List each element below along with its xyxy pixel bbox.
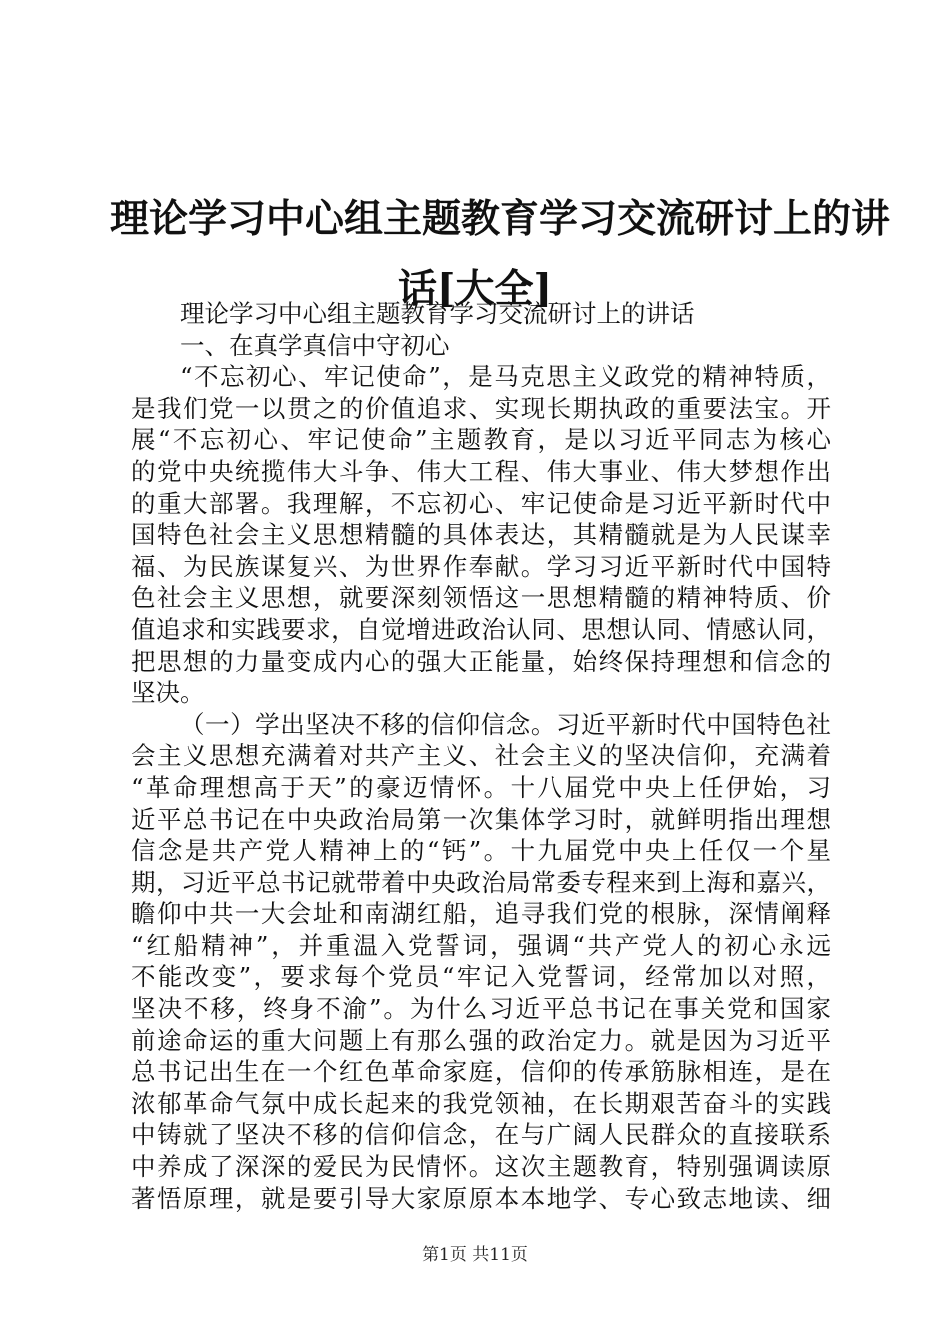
text-line: 会主义思想充满着对共产主义、社会主义的坚决信仰，充满着 bbox=[131, 741, 831, 771]
text-line: 的重大部署。我理解，不忘初心、牢记使命是习近平新时代中 bbox=[131, 488, 831, 518]
text-line: （一）学出坚决不移的信仰信念。习近平新时代中国特色社 bbox=[180, 709, 831, 739]
section-heading bbox=[131, 330, 831, 362]
title-line-1: 理论学习中心组主题教育学习交流研讨上的讲 bbox=[110, 196, 891, 243]
text-line: 一、在真学真信中守初心 bbox=[180, 330, 450, 360]
text-line: 把思想的力量变成内心的强大正能量，始终保持理想和信念的 bbox=[131, 646, 831, 676]
text-line: “不忘初心、牢记使命”，是马克思主义政党的精神特质， bbox=[180, 362, 831, 392]
text-line: 前途命运的重大问题上有那么强的政治定力。就是因为习近平 bbox=[131, 1025, 831, 1055]
body-paragraph-1 bbox=[131, 361, 831, 709]
text-line: 瞻仰中共一大会址和南湖红船，追寻我们党的根脉，深情阐释 bbox=[131, 899, 831, 929]
text-line: 国特色社会主义思想精髓的具体表达，其精髓就是为人民谋幸 bbox=[131, 520, 831, 550]
page-footer: 第1页 共11页 bbox=[422, 1245, 528, 1265]
text-line: “革命理想高于天”的豪迈情怀。十八届党中央上任伊始，习 bbox=[131, 772, 831, 802]
text-line: 中铸就了坚决不移的信仰信念，在与广阔人民群众的直接联系 bbox=[131, 1120, 831, 1150]
text-line: 色社会主义思想，就要深刻领悟这一思想精髓的精神特质、价 bbox=[131, 583, 831, 613]
text-line: 信念是共产党人精神上的“钙”。十九届党中央上任仅一个星 bbox=[131, 836, 831, 866]
text-line: 近平总书记在中央政治局第一次集体学习时，就鲜明指出理想 bbox=[131, 804, 831, 834]
text-line: 坚决不移，终身不渝”。为什么习近平总书记在事关党和国家 bbox=[131, 994, 831, 1024]
text-line: 期，习近平总书记就带着中央政治局常委专程来到上海和嘉兴， bbox=[131, 867, 831, 897]
text-line: 是我们党一以贯之的价值追求、实现长期执政的重要法宝。开 bbox=[131, 393, 831, 423]
text-line: 浓郁革命气氛中成长起来的我党领袖，在长期艰苦奋斗的实践 bbox=[131, 1088, 831, 1118]
text-line: 福、为民族谋复兴、为世界作奉献。学习习近平新时代中国特 bbox=[131, 551, 831, 581]
subtitle-paragraph bbox=[131, 298, 831, 330]
body-paragraph-2 bbox=[131, 709, 831, 1215]
text-line: 的党中央统揽伟大斗争、伟大工程、伟大事业、伟大梦想作出 bbox=[131, 456, 831, 486]
text-line: 不能改变”，要求每个党员“牢记入党誓词，经常加以对照， bbox=[131, 962, 831, 992]
text-line: 中养成了深深的爱民为民情怀。这次主题教育，特别强调读原 bbox=[131, 1152, 831, 1182]
text-line: “红船精神”，并重温入党誓词，强调“共产党人的初心永远 bbox=[131, 930, 831, 960]
title-line-2: 话[大全] bbox=[398, 266, 552, 313]
text-line: 著悟原理，就是要引导大家原原本本地学、专心致志地读、细 bbox=[131, 1183, 831, 1213]
text-line: 坚决。 bbox=[131, 678, 205, 708]
text-line: 值追求和实践要求，自觉增进政治认同、思想认同、情感认同， bbox=[131, 614, 831, 644]
text-line: 理论学习中心组主题教育学习交流研讨上的讲话 bbox=[180, 299, 695, 328]
text-line: 展“不忘初心、牢记使命”主题教育，是以习近平同志为核心 bbox=[131, 425, 831, 455]
text-line: 总书记出生在一个红色革命家庭，信仰的传承筋脉相连，是在 bbox=[131, 1057, 831, 1087]
document-body bbox=[131, 298, 831, 1214]
